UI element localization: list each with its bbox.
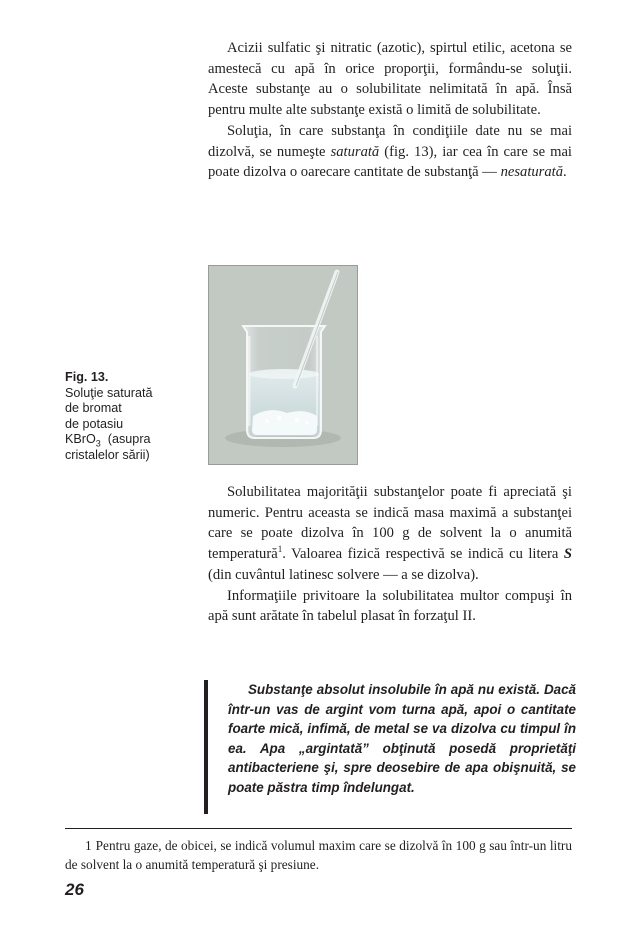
paragraph-saturated-definition — [208, 121, 572, 183]
formula: KBrO — [65, 432, 96, 446]
footnote-reference: 1 — [277, 544, 283, 555]
info-box — [204, 680, 576, 814]
caption-text: (asupra — [100, 432, 151, 446]
footnote-mark: 1 — [85, 838, 92, 853]
text-run: . Valoarea fizică respectivă se indică cu litera — [282, 546, 564, 563]
info-box-text: Substanţe absolut insolubile în apă nu există. Dacă într-un vas de argint vom turna apă, apoi o cantitate foarte mică, infimă, de metal se va dizolva cu timpul în ea. Apa „argintată” obţinută posedă proprietăţi antibacteriene şi, spre deosebire de apa obişnuită, se poate păstra timp îndelungat. — [228, 682, 576, 795]
footnote-text: Pentru gaze, de obicei, se indică volumul maxim care se dizolvă în 100 g sau într-un litru de solvent la o anumită temperatură şi presiune. — [65, 838, 572, 872]
text-run: . — [563, 164, 567, 181]
caption-line: Soluţie saturată — [65, 385, 153, 400]
text-run: Solubilitatea majorităţii substanţelor poate fi apreciată şi numeric. Pentru aceasta se indică masa maximă a substanţei care se poate dizolva în 100 g de solvent la o anumită temperatură — [208, 484, 572, 563]
text-run: Soluţia, în care substanţa în condiţiile date nu se mai dizolvă, se numeşte — [208, 122, 572, 160]
caption-line: de bromat — [65, 401, 122, 415]
beaker-illustration — [209, 266, 357, 464]
footnote-paragraph — [65, 837, 572, 874]
formula-subscript: 3 — [95, 438, 101, 449]
beaker-photo — [208, 265, 358, 465]
text-block-top — [208, 38, 572, 183]
caption-formula-line — [65, 432, 190, 448]
paragraph-solubility-table: Informaţiile privitoare la solubilitatea multor compuşi în apă sunt arătate în tabelul plasat în forzaţul II. — [208, 587, 572, 625]
text-run: (fig. 13), iar cea în care se mai poate dizolva o oarecare cantitate de substanţă — — [208, 143, 572, 181]
term-saturated: saturată — [330, 143, 380, 160]
text-block-bottom — [208, 482, 572, 627]
symbol-s: S — [563, 546, 572, 563]
footnote — [65, 837, 572, 874]
figure-caption — [65, 370, 190, 463]
page-number: 26 — [65, 880, 84, 899]
paragraph-solubility-numeric — [208, 482, 572, 586]
caption-line: de potasiu — [65, 416, 124, 431]
paragraph-miscible-liquids: Acizii sulfatic şi nitratic (azotic), spirtul etilic, acetona se amestecă cu apă în orice proporţii, formându-se soluţii. Aceste substanţe au o solubilitate nelimitată în apă. Însă pentru multe alte substanţe există o limită de solubilitate. — [208, 40, 572, 119]
text-run: (din cuvântul latinesc solvere — a se dizolva). — [208, 566, 479, 583]
term-unsaturated: nesaturată — [500, 164, 563, 181]
footnote-divider — [65, 828, 572, 829]
figure-number: Fig. 13. — [65, 370, 109, 384]
caption-line: cristalelor sării) — [65, 447, 150, 462]
